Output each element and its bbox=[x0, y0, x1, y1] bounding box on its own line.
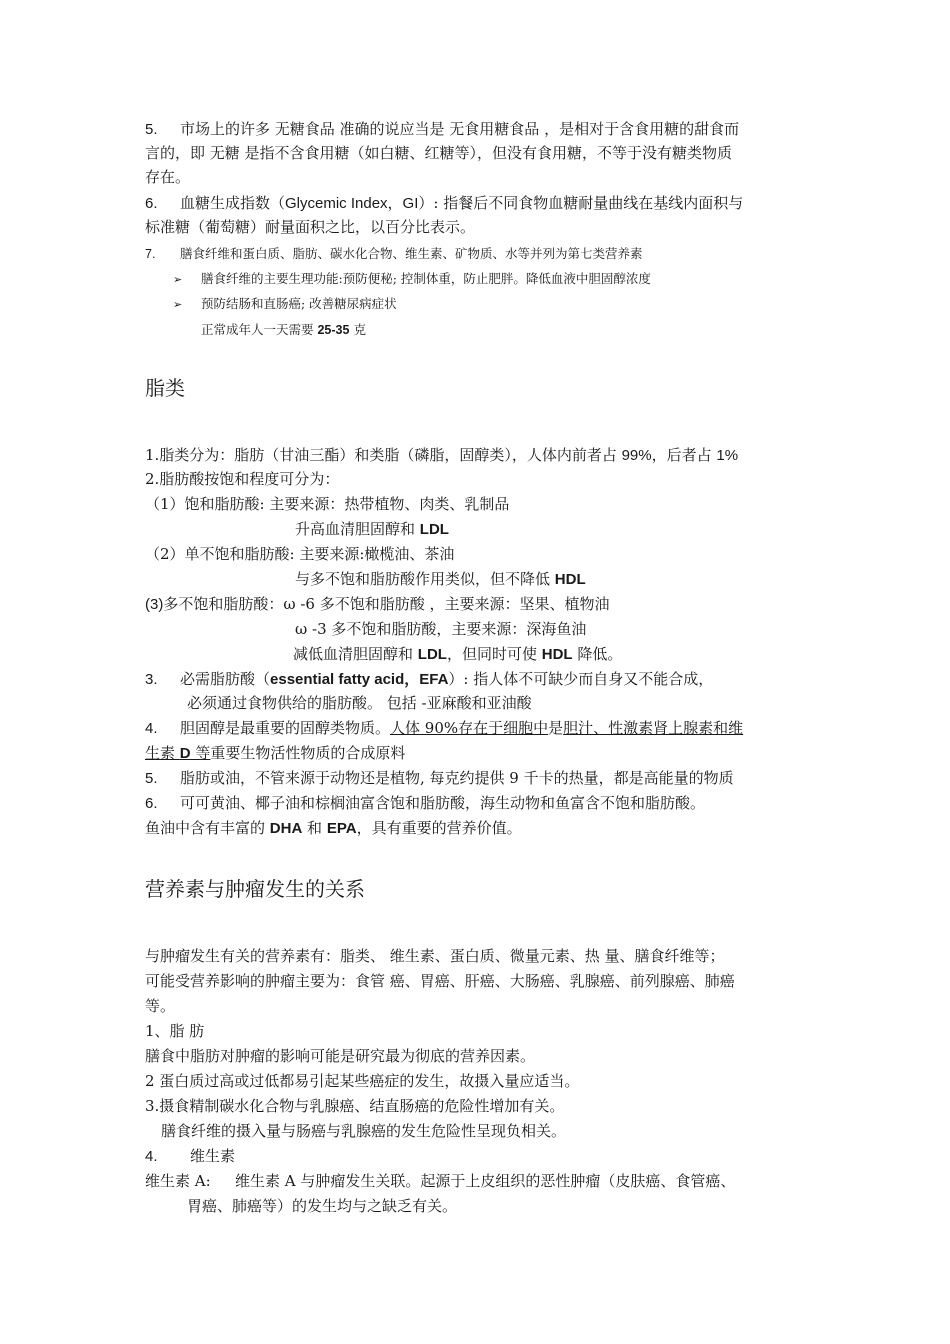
item-5-line-2: 言的，即 无糖 是指不含食用糖（如白糖、红糖等），但没有食用糖，不等于没有糖类物质 bbox=[145, 144, 733, 162]
fat-heading: 1、脂 肪 bbox=[145, 1022, 205, 1040]
fish-oil-line: 鱼油中含有丰富的 DHA 和 EPA，具有重要的营养价值。 bbox=[145, 819, 522, 837]
mono-line-2: 与多不饱和脂肪酸作用类似，但不降低 HDL bbox=[295, 570, 586, 588]
fat-text: 膳食中脂肪对肿瘤的影响可能是研究最为彻底的营养因素。 bbox=[145, 1047, 536, 1065]
item-6-line-2: 标准糖（葡萄糖）耐量面积之比，以百分比表示。 bbox=[145, 218, 476, 236]
fat-line-1: 1.脂类分为：脂肪（甘油三酯）和类脂（磷脂，固醇类），人体内前者占 99%，后者占 1% bbox=[145, 446, 739, 464]
tumor-intro-line-2: 可能受营养影响的肿瘤主要为：食管 癌、胃癌、肝癌、大肠癌、乳腺癌、前列腺癌、肺癌 bbox=[145, 972, 735, 990]
item-6-line-1: 6. 血糖生成指数（Glycemic Index，GI）: 指餐后不同食物血糖耐量曲线在基线内面积与 bbox=[145, 194, 744, 212]
essential-fa-line-2: 必须通过食物供给的脂肪酸。 包括 -亚麻酸和亚油酸 bbox=[187, 694, 532, 712]
arrow-bullet-icon: ➢ bbox=[173, 273, 183, 286]
saturated-line-2: 升高血清胆固醇和 LDL bbox=[295, 520, 449, 538]
vitamin-heading: 4. 维生素 bbox=[145, 1147, 236, 1165]
poly-line-3: 减低血清胆固醇和 LDL，但同时可使 HDL 降低。 bbox=[293, 645, 623, 663]
tumor-intro-line-3: 等。 bbox=[145, 997, 176, 1015]
fat-sources-line: 6. 可可黄油、椰子油和棕榈油富含饱和脂肪酸，海生动物和鱼富含不饱和脂肪酸。 bbox=[145, 794, 706, 812]
arrow-bullet-icon: ➢ bbox=[173, 298, 183, 311]
section-title-tumor: 营养素与肿瘤发生的关系 bbox=[145, 877, 365, 901]
item-number: 5. bbox=[145, 121, 158, 138]
daily-need-line: 正常成年人一天需要 25-35 克 bbox=[201, 322, 366, 337]
poly-line-2: ω -3 多不饱和脂肪酸，主要来源：深海鱼油 bbox=[295, 620, 587, 638]
vitamin-a-line-1: 维生素 A: 维生素 A 与肿瘤发生关联。起源于上皮组织的恶性肿瘤（皮肤癌、食管癌、 bbox=[145, 1172, 736, 1190]
bullet-item: ➢ 膳食纤维的主要生理功能:预防便秘; 控制体重，防止肥胖。降低血液中胆固醇浓度 bbox=[173, 268, 651, 291]
poly-line-1: (3)多不饱和脂肪酸：ω -6 多不饱和脂肪酸 ，主要来源：坚果、植物油 bbox=[145, 595, 610, 613]
section-title-lipids: 脂类 bbox=[145, 376, 185, 400]
essential-fa-line-1: 3. 必需脂肪酸（essential fatty acid，EFA）: 指人体不可缺少而自身又不能合成， bbox=[145, 670, 714, 688]
tumor-intro-line-1: 与肿瘤发生有关的营养素有：脂类、 维生素、蛋白质、微量元素、热 量、膳食纤维等； bbox=[145, 947, 725, 965]
vitamin-a-line-2: 胃癌、肺癌等）的发生均与之缺乏有关。 bbox=[187, 1197, 458, 1215]
cholesterol-line-1: 4. 胆固醇是最重要的固醇类物质。人体 90%存在于细胞中是胆汁、性激素肾上腺素和维 bbox=[145, 719, 744, 737]
fiber-line: 膳食纤维的摄入量与肠癌与乳腺癌的发生危险性呈现负相关。 bbox=[161, 1122, 567, 1140]
carb-line: 3.摄食精制碳水化合物与乳腺癌、结直肠癌的危险性增加有关。 bbox=[145, 1097, 565, 1115]
mono-line-1: （2）单不饱和脂肪酸: 主要来源:橄榄油、茶油 bbox=[145, 545, 455, 563]
saturated-line-1: （1）饱和脂肪酸: 主要来源：热带植物、肉类、乳制品 bbox=[145, 495, 510, 513]
item-5-line-3: 存在。 bbox=[145, 168, 191, 186]
cholesterol-line-2: 生素 D 等重要生物活性物质的合成原料 bbox=[145, 744, 406, 762]
item-5-line-1: 5. 市场上的许多 无糖食品 准确的说应当是 无食用糖食品 ，是相对于含食用糖的甜食而 bbox=[145, 118, 739, 141]
protein-line: 2 蛋白质过高或过低都易引起某些癌症的发生，故摄入量应适当。 bbox=[145, 1072, 580, 1090]
bullet-item: ➢ 预防结肠和直肠癌; 改善糖尿病症状 bbox=[173, 293, 397, 316]
fat-line-2: 2.脂肪酸按饱和程度可分为： bbox=[145, 470, 340, 488]
item-7-line: 7. 膳食纤维和蛋白质、脂肪、碳水化合物、维生素、矿物质、水等并列为第七类营养素 bbox=[145, 246, 643, 261]
fat-energy-line: 5. 脂肪或油，不管来源于动物还是植物, 每克约提供 9 千卡的热量，都是高能量的物质 bbox=[145, 769, 734, 787]
